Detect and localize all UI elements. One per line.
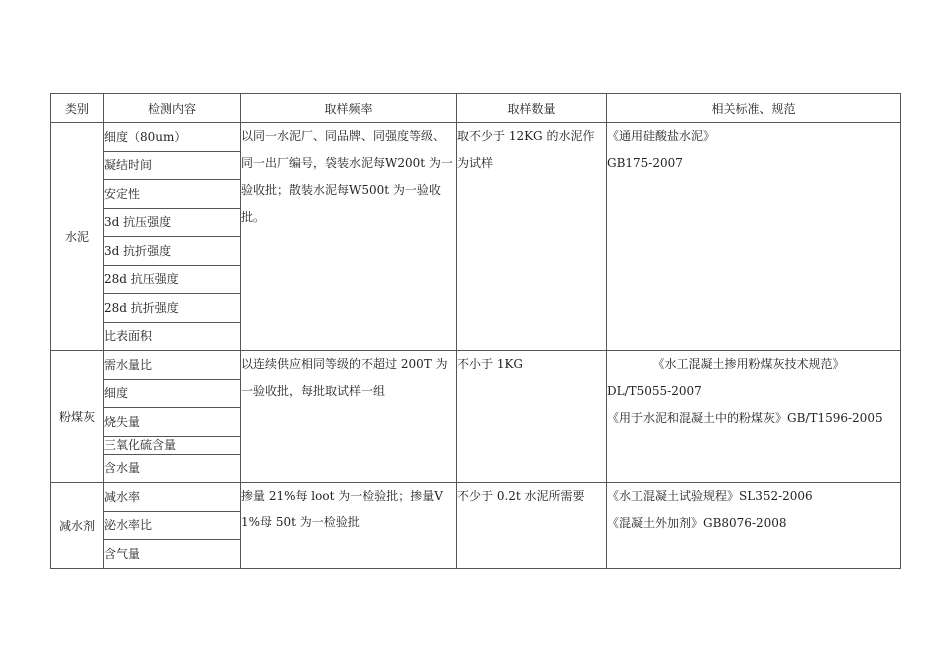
standard-line: 《水工混凝土掺用粉煤灰技术规范》 bbox=[652, 357, 845, 371]
test-item: 含水量 bbox=[104, 454, 241, 483]
test-item: 凝结时间 bbox=[104, 151, 241, 180]
standards-water-reducer bbox=[607, 483, 901, 569]
standards-cement bbox=[607, 123, 901, 351]
standard-line: GB175-2007 bbox=[607, 156, 683, 170]
standard-line: 《混凝土外加剂》GB8076-2008 bbox=[607, 516, 787, 530]
test-item: 3d 抗压强度 bbox=[104, 208, 241, 237]
header-sampling-frequency: 取样频率 bbox=[241, 94, 457, 123]
test-item: 安定性 bbox=[104, 180, 241, 209]
test-item: 28d 抗折强度 bbox=[104, 294, 241, 323]
frequency-text: 以同一水泥厂、同品牌、同强度等级、同一出厂编号，袋装水泥每W200t 为一验收批；散装水泥每W500t 为一验收批。 bbox=[241, 129, 453, 224]
header-test-item: 检测内容 bbox=[104, 94, 241, 123]
standard-line: DL/T5055-2007 bbox=[607, 384, 702, 398]
test-item: 含气量 bbox=[104, 540, 241, 569]
test-item: 细度 bbox=[104, 379, 241, 408]
sampling-frequency-fly-ash bbox=[241, 351, 457, 483]
category-cement: 水泥 bbox=[51, 123, 104, 351]
test-item: 28d 抗压强度 bbox=[104, 265, 241, 294]
frequency-line: 1%母 50t 为一检验批 bbox=[241, 515, 360, 529]
standard-line: 《用于水泥和混凝土中的粉煤灰》GB/T1596-2005 bbox=[607, 411, 883, 425]
test-item: 泌水率比 bbox=[104, 511, 241, 540]
header-standards: 相关标准、规范 bbox=[607, 94, 901, 123]
header-sampling-quantity: 取样数量 bbox=[457, 94, 607, 123]
standard-line: 《水工混凝土试验规程》SL352-2006 bbox=[607, 489, 813, 503]
frequency-text: 以连续供应相同等级的不超过 200T 为一验收批，每批取试样一组 bbox=[241, 357, 448, 398]
sampling-frequency-water-reducer bbox=[241, 483, 457, 569]
standard-line: 《通用硅酸盐水泥》 bbox=[607, 129, 716, 143]
table-row bbox=[51, 123, 901, 152]
test-item: 减水率 bbox=[104, 483, 241, 512]
header-row bbox=[51, 94, 901, 123]
standards-fly-ash bbox=[607, 351, 901, 483]
category-fly-ash: 粉煤灰 bbox=[51, 351, 104, 483]
sampling-quantity-fly-ash: 不小于 1KG bbox=[457, 351, 607, 483]
test-item: 3d 抗折强度 bbox=[104, 237, 241, 266]
table-row bbox=[51, 483, 901, 512]
frequency-line: 掺量 21%每 loot 为一检验批；掺量V bbox=[241, 489, 443, 503]
category-water-reducer: 减水剂 bbox=[51, 483, 104, 569]
inspection-table bbox=[50, 93, 901, 569]
sampling-quantity-water-reducer: 不少于 0.2t 水泥所需要 bbox=[457, 483, 607, 569]
table-row bbox=[51, 351, 901, 380]
sampling-quantity-cement: 取不少于 12KG 的水泥作为试样 bbox=[457, 123, 607, 351]
test-item: 细度（80um） bbox=[104, 123, 241, 152]
test-item: 三氧化硫含量 bbox=[104, 436, 241, 454]
sampling-frequency-cement bbox=[241, 123, 457, 351]
header-category: 类别 bbox=[51, 94, 104, 123]
test-item: 需水量比 bbox=[104, 351, 241, 380]
test-item: 烧失量 bbox=[104, 408, 241, 437]
test-item: 比表面积 bbox=[104, 322, 241, 351]
